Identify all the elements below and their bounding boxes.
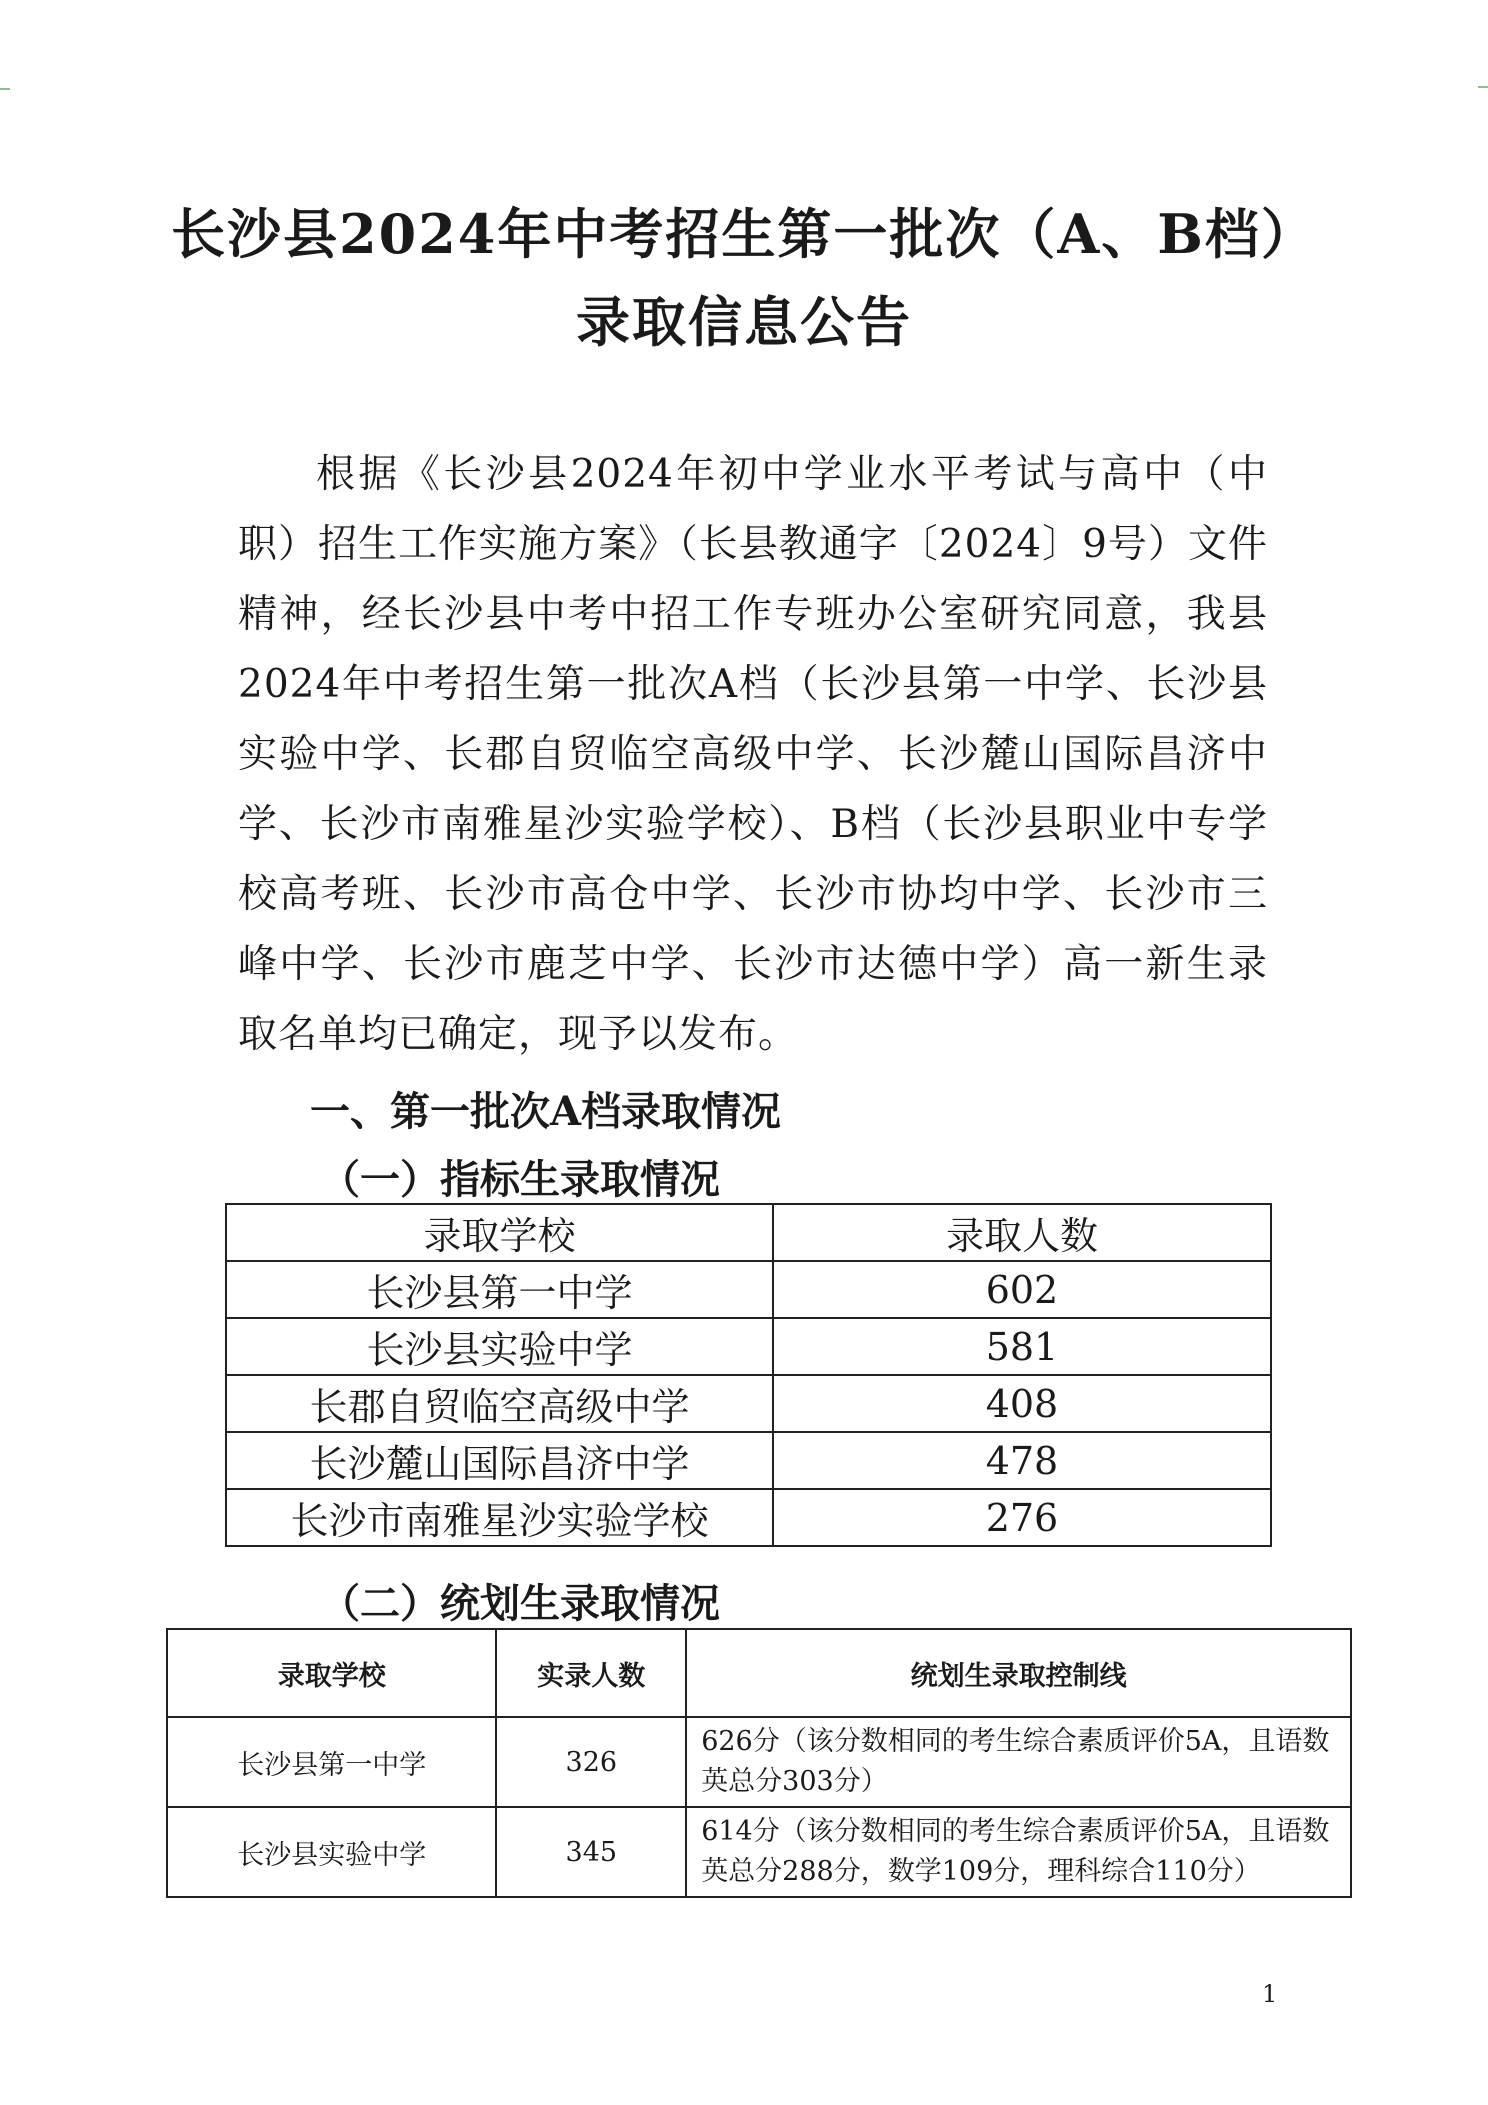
- count-cell: 478: [773, 1432, 1271, 1489]
- table-row: [167, 1717, 1351, 1807]
- school-cell: 长沙市南雅星沙实验学校: [226, 1489, 773, 1546]
- table-row: [167, 1807, 1351, 1897]
- intro-paragraph: 根据《长沙县2024年初中学业水平考试与高中（中职）招生工作实施方案》（长县教通字〔2024〕9号）文件精神，经长沙县中考中招工作专班办公室研究同意，我县2024年中考招生第一批次A档（长沙县第一中学、长沙县实验中学、长郡自贸临空高级中学、长沙麓山国际昌济中学、长沙市南雅星沙实验学校）、B档（长沙县职业中专学校高考班、长沙市高仓中学、长沙市协均中学、长沙市三峰中学、长沙市鹿芝中学、长沙市达德中学）高一新生录取名单均已确定，现予以发布。: [238, 452, 1268, 1057]
- school-cell: 长沙县实验中学: [167, 1807, 496, 1897]
- header-count: 录取人数: [773, 1204, 1271, 1261]
- table-row: [226, 1432, 1271, 1489]
- count-cell: 408: [773, 1375, 1271, 1432]
- header-control-line: 统划生录取控制线: [686, 1629, 1351, 1717]
- count-cell: 276: [773, 1489, 1271, 1546]
- control-line-cell: 614分（该分数相同的考生综合素质评价5A，且语数英总分288分，数学109分，理科综合110分）: [686, 1807, 1351, 1897]
- header-actual-count: 实录人数: [496, 1629, 686, 1717]
- header-school: 录取学校: [167, 1629, 496, 1717]
- table-header-row: [226, 1204, 1271, 1261]
- header-school: 录取学校: [226, 1204, 773, 1261]
- school-cell: 长沙县第一中学: [167, 1717, 496, 1807]
- school-cell: 长沙县第一中学: [226, 1261, 773, 1318]
- school-cell: 长沙县实验中学: [226, 1318, 773, 1375]
- title-line-1: 长沙县2024年中考招生第一批次（A、B档）: [171, 202, 1317, 266]
- count-cell: 602: [773, 1261, 1271, 1318]
- table-row: [226, 1375, 1271, 1432]
- school-cell: 长沙麓山国际昌济中学: [226, 1432, 773, 1489]
- quota-admission-table: [225, 1203, 1272, 1547]
- scan-mark-left: [0, 88, 10, 90]
- school-cell: 长郡自贸临空高级中学: [226, 1375, 773, 1432]
- subsection-heading-unified: （二）统划生录取情况: [320, 1580, 720, 1627]
- section-heading-a: 一、第一批次A档录取情况: [310, 1088, 782, 1135]
- control-line-cell: 626分（该分数相同的考生综合素质评价5A，且语数英总分303分）: [686, 1717, 1351, 1807]
- page-number: 1: [1262, 1980, 1278, 2008]
- scan-mark-right: [1478, 86, 1488, 88]
- count-cell: 345: [496, 1807, 686, 1897]
- subsection-heading-quota: （一）指标生录取情况: [320, 1156, 720, 1203]
- table-row: [226, 1489, 1271, 1546]
- table-row: [226, 1261, 1271, 1318]
- title-line-2: 录取信息公告: [576, 290, 912, 354]
- table-row: [226, 1318, 1271, 1375]
- table-header-row: [167, 1629, 1351, 1717]
- unified-admission-table: [166, 1628, 1352, 1898]
- count-cell: 326: [496, 1717, 686, 1807]
- count-cell: 581: [773, 1318, 1271, 1375]
